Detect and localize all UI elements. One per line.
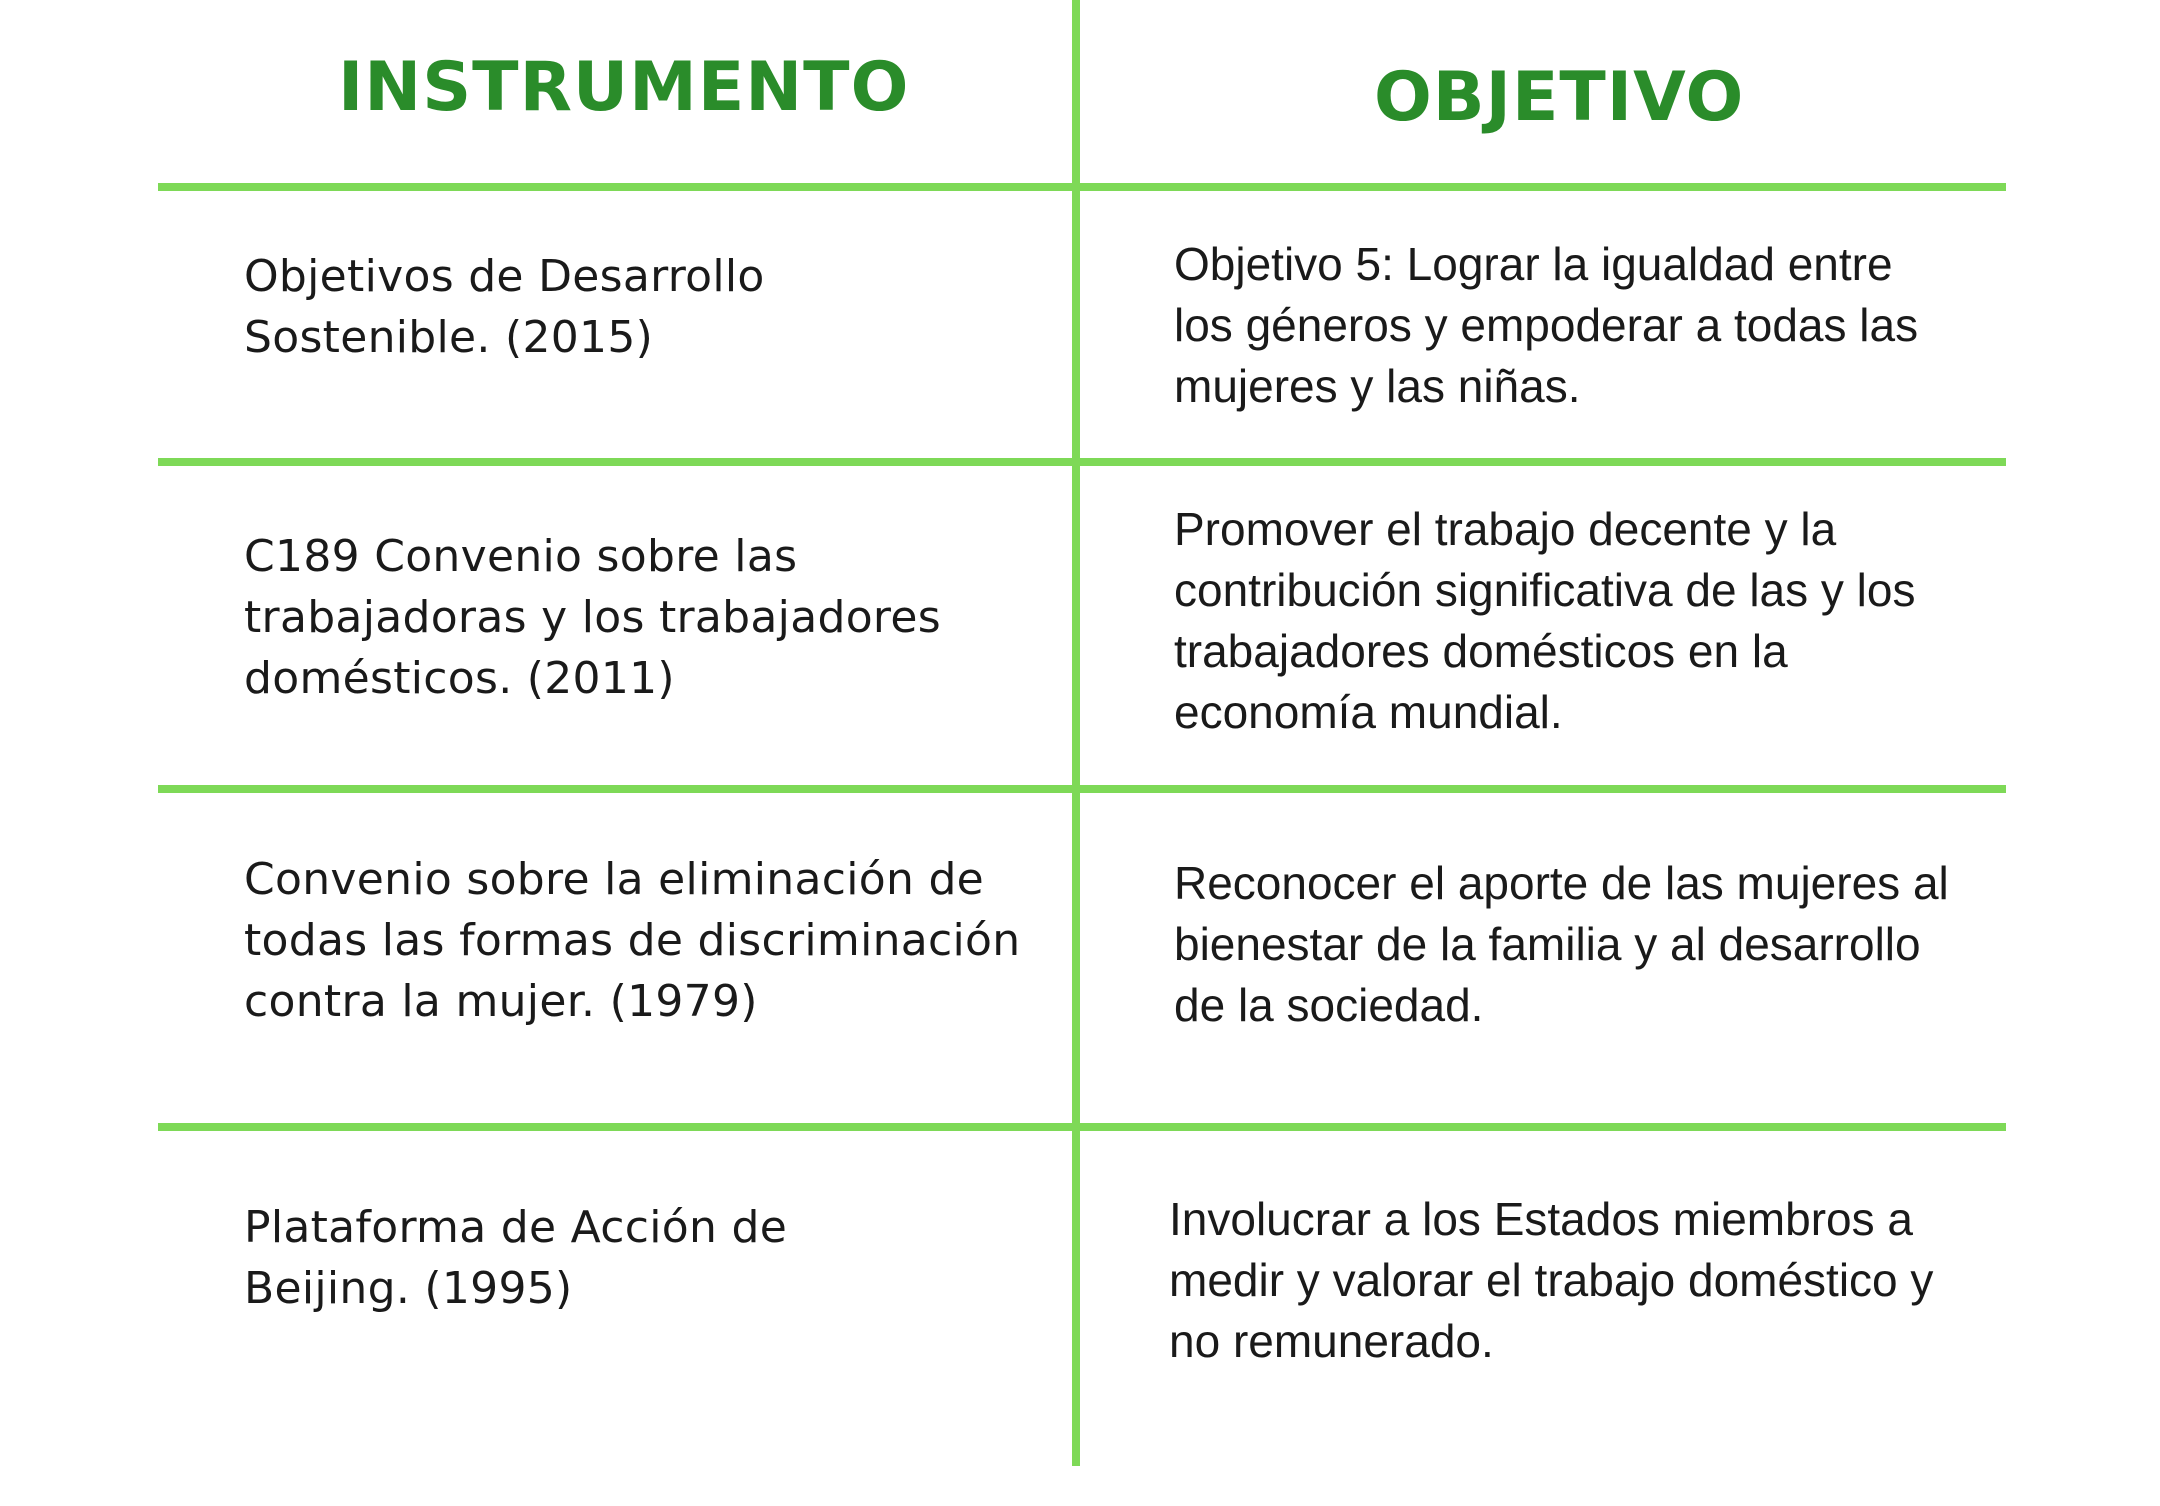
row-1-objetivo: Objetivo 5: Lograr la igualdad entre los géneros y empoderar a todas las mujeres y las niñas.: [1174, 238, 1919, 412]
row-3-instrumento: Convenio sobre la eliminación de todas las formas de discriminación contra la mujer. (1979): [244, 854, 1021, 1027]
row-2-objetivo: Promover el trabajo decente y la contribución significativa de las y los trabajadores domésticos en la economía mundial.: [1174, 503, 1916, 738]
row-1-instrumento: Objetivos de Desarrollo Sostenible. (2015): [244, 251, 765, 363]
header-instrumento: INSTRUMENTO: [338, 48, 910, 127]
column-divider: [1072, 0, 1080, 1466]
row-4-objetivo: Involucrar a los Estados miembros a medir y valorar el trabajo doméstico y no remunerado.: [1169, 1193, 1934, 1367]
row-4-instrumento: Plataforma de Acción de Beijing. (1995): [244, 1202, 788, 1314]
row-2-instrumento: C189 Convenio sobre las trabajadoras y los trabajadores domésticos. (2011): [244, 531, 941, 704]
row-divider: [158, 1123, 2006, 1131]
row-3-objetivo: Reconocer el aporte de las mujeres al bienestar de la familia y al desarrollo de la sociedad.: [1174, 857, 1949, 1031]
header-objetivo: OBJETIVO: [1374, 58, 1745, 137]
row-divider: [158, 785, 2006, 793]
row-divider: [158, 458, 2006, 466]
row-divider: [158, 183, 2006, 191]
